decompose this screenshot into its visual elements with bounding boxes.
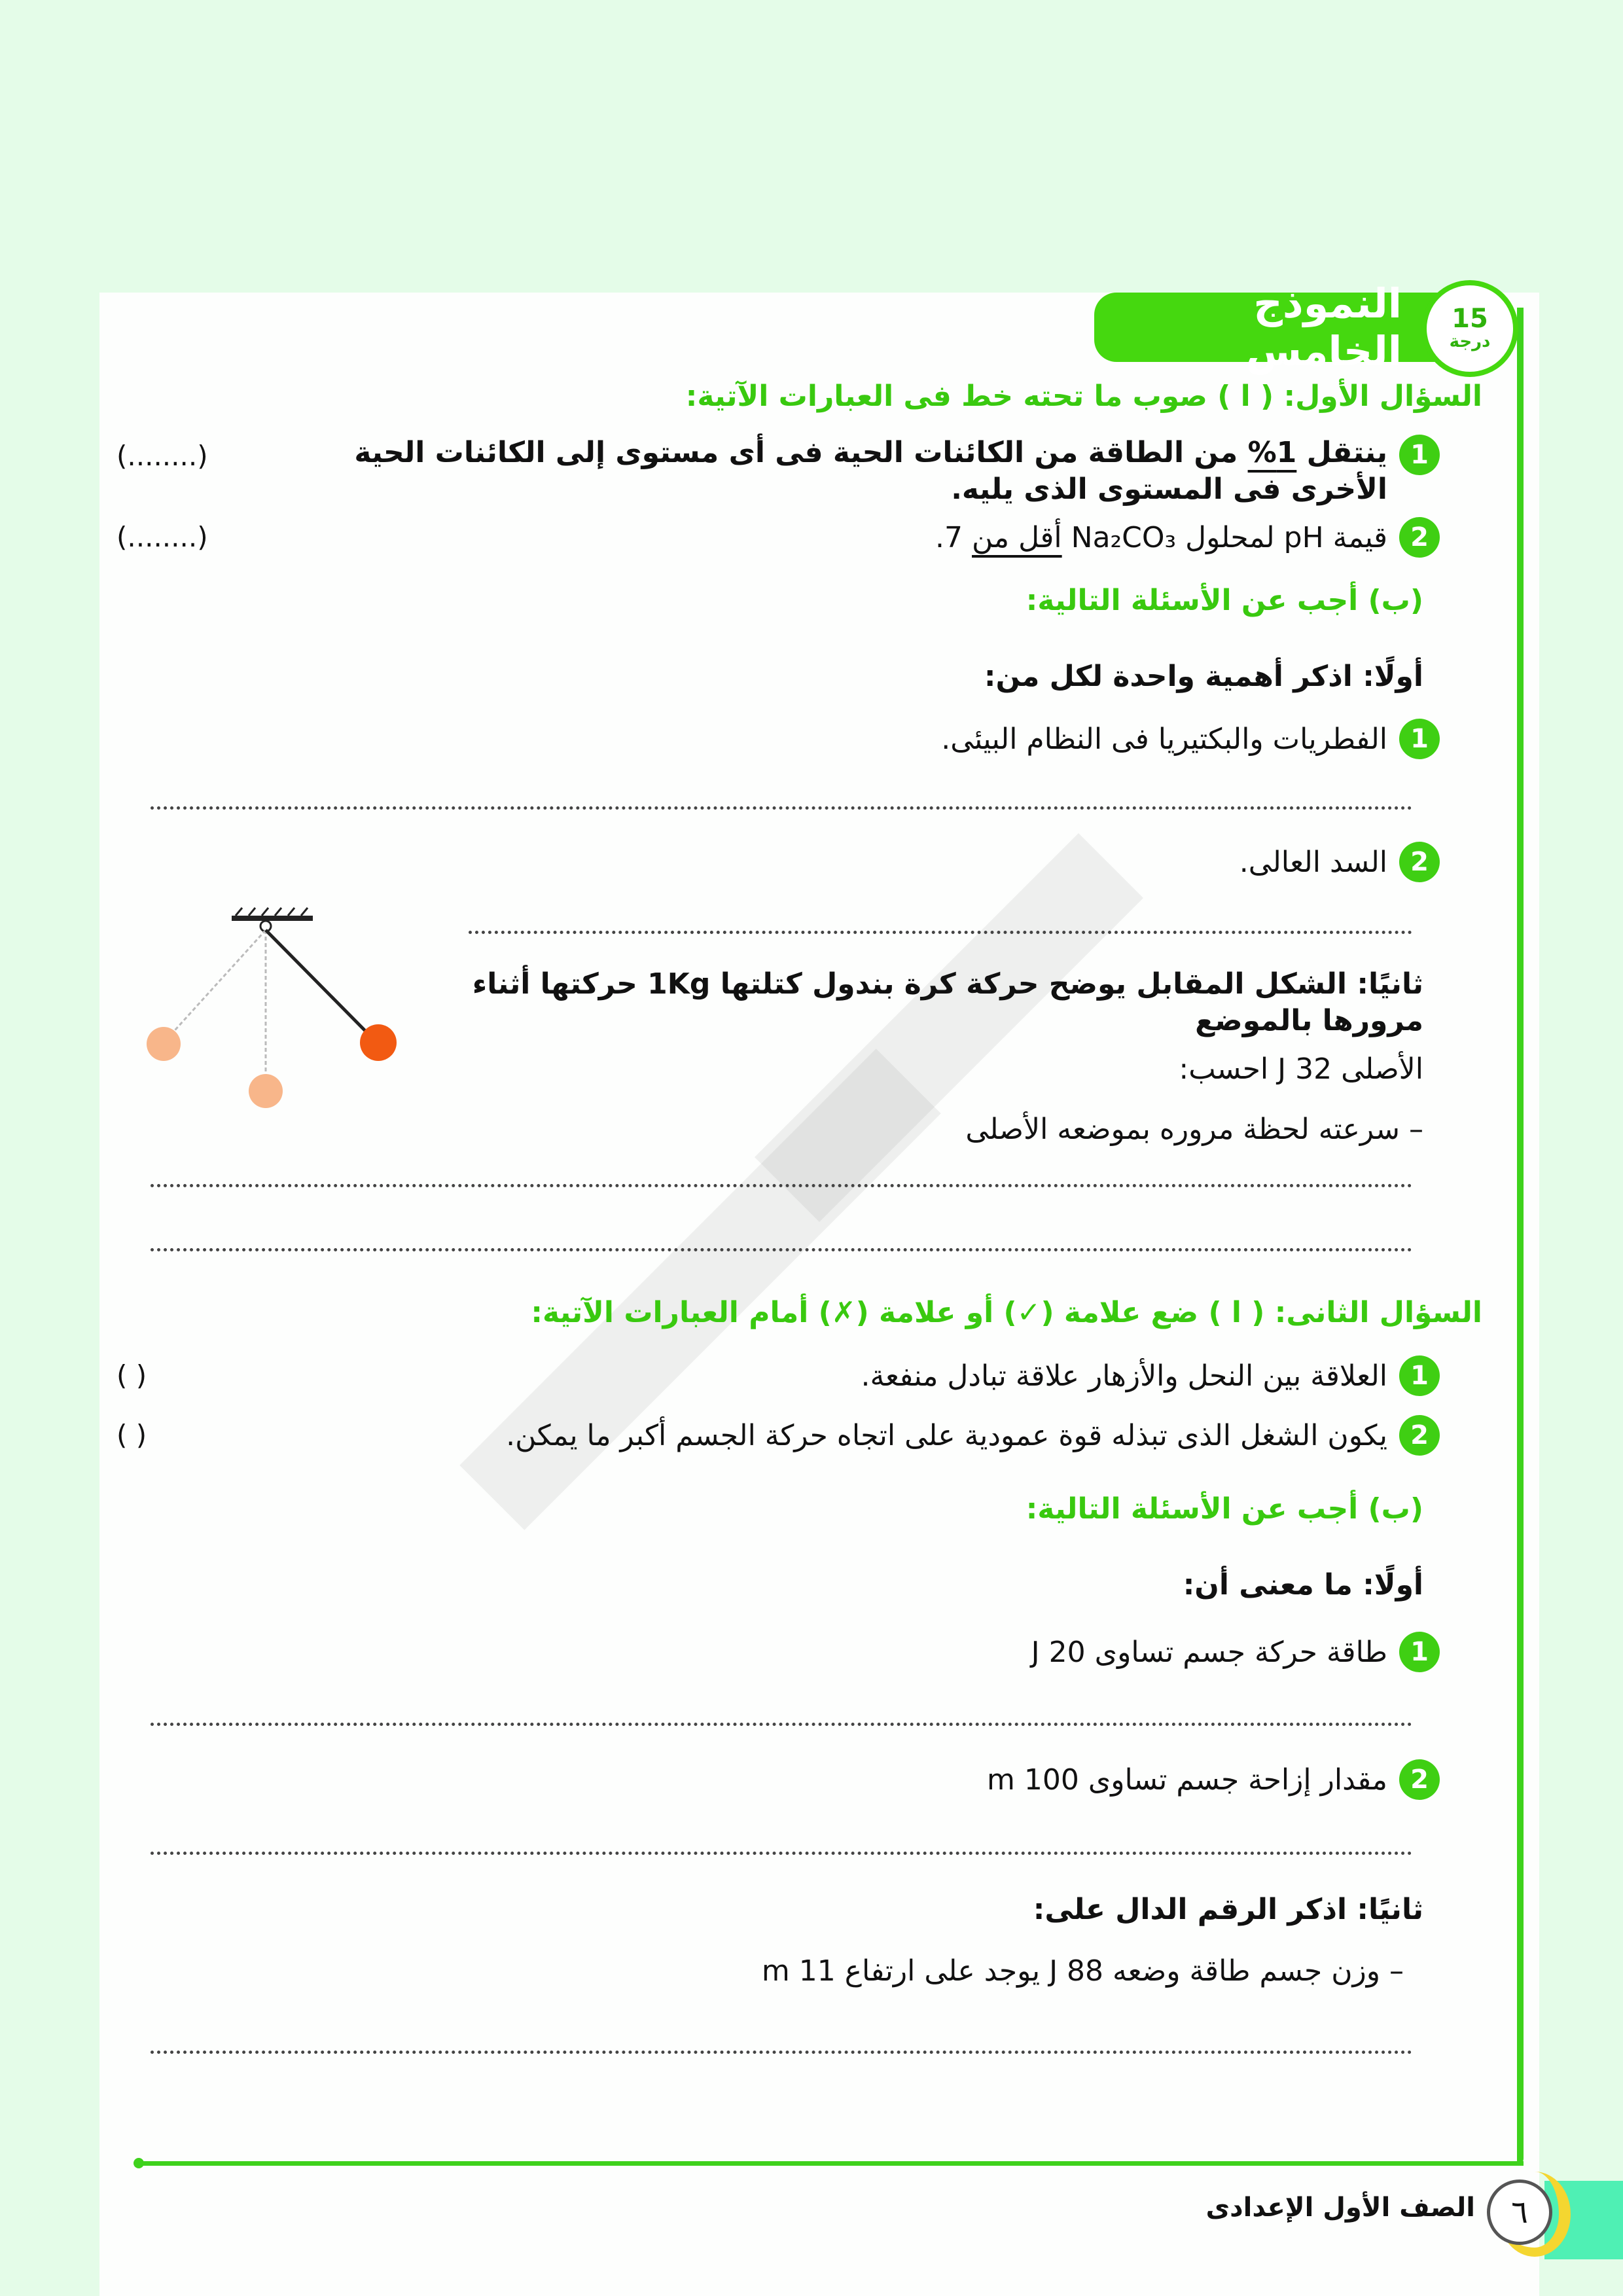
item-text: السد العالى. bbox=[1239, 845, 1387, 879]
q2-first-item-2 bbox=[987, 1759, 1440, 1800]
answer-line[interactable] bbox=[151, 1852, 1412, 1855]
q2-title: السؤال الثانى: ( ا ) ضع علامة (✓) أو علامة (✗) أمام العبارات الآتية: bbox=[531, 1296, 1482, 1329]
support-hatching bbox=[236, 908, 308, 916]
q1-title: السؤال الأول: ( ا ) صوب ما تحته خط فى العبارات الآتية: bbox=[685, 380, 1482, 413]
item-text: العلاقة بين النحل والأزهار علاقة تبادل منفعة. bbox=[861, 1359, 1387, 1393]
q1-second-text: ثانيًا: الشكل المقابل يوضح حركة كرة بندول كتلتها 1Kg حركتها أثناء مرورها بالموضع bbox=[472, 967, 1423, 1037]
number-badge: 1 bbox=[1399, 719, 1440, 759]
q2-b-title: (ب) أجب عن الأسئلة التالية: bbox=[1026, 1492, 1423, 1526]
answer-slot[interactable]: (........) bbox=[116, 440, 208, 472]
pendulum-support bbox=[232, 916, 313, 921]
item-text: الفطريات والبكتيريا فى النظام البيئى. bbox=[941, 722, 1387, 756]
answer-slot[interactable]: ( ) bbox=[116, 1359, 147, 1391]
q2-first-title: أولًا: ما معنى أن: bbox=[1183, 1568, 1423, 1602]
q2-item-1 bbox=[861, 1355, 1440, 1396]
item-text: قيمة pH لمحلول Na₂CO₃ أقل من 7. bbox=[935, 520, 1387, 554]
answer-slot[interactable]: (........) bbox=[116, 521, 208, 553]
page-number: ٦ bbox=[1487, 2179, 1552, 2245]
q2-second-item: – وزن جسم طاقة وضعه 88 J يوجد على ارتفاع 11 m bbox=[761, 1954, 1404, 1988]
number-badge: 1 bbox=[1399, 1355, 1440, 1396]
number-badge: 1 bbox=[1399, 1632, 1440, 1672]
q2-first-item-1 bbox=[1031, 1632, 1440, 1672]
answer-line[interactable] bbox=[151, 1248, 1412, 1251]
number-badge: 1 bbox=[1399, 435, 1440, 475]
answer-line[interactable] bbox=[151, 1723, 1412, 1726]
q2-item-2 bbox=[506, 1415, 1440, 1456]
answer-line[interactable] bbox=[151, 1184, 1412, 1187]
number-badge: 2 bbox=[1399, 1759, 1440, 1800]
q1-item-2 bbox=[935, 517, 1440, 558]
item-text: يكون الشغل الذى تبذله قوة عمودية على اتجاه حركة الجسم أكبر ما يمكن. bbox=[506, 1418, 1387, 1452]
score-unit: درجة bbox=[1449, 332, 1491, 351]
number-badge: 2 bbox=[1399, 842, 1440, 882]
exam-title: النموذج الخامس bbox=[1245, 279, 1402, 375]
ball-left bbox=[147, 1027, 181, 1061]
item-text: مقدار إزاحة جسم تساوى 100 m bbox=[986, 1763, 1387, 1797]
q1-second-item: – سرعته لحظة مروره بموضعه الأصلى bbox=[965, 1113, 1423, 1146]
item-text: ينتقل 1% من الطاقة من الكائنات الحية فى أى مستوى إلى الكائنات الحية الأخرى فى المستوى الذى يليه. bbox=[354, 436, 1387, 506]
q2-second-title: ثانيًا: اذكر الرقم الدال على: bbox=[1033, 1893, 1423, 1926]
q1-first-item-2 bbox=[1240, 842, 1440, 882]
answer-slot[interactable]: ( ) bbox=[116, 1419, 147, 1451]
ball-center bbox=[249, 1074, 283, 1108]
q1-first-title: أولًا: اذكر أهمية واحدة لكل من: bbox=[984, 660, 1423, 693]
answer-line[interactable] bbox=[151, 2051, 1412, 2054]
page-border-bottom bbox=[139, 2161, 1524, 2166]
q1-b-title: (ب) أجب عن الأسئلة التالية: bbox=[1026, 584, 1423, 617]
number-badge: 2 bbox=[1399, 1415, 1440, 1456]
pendulum-figure bbox=[137, 906, 412, 1116]
footer-grade: الصف الأول الإعدادى bbox=[1205, 2193, 1475, 2223]
q1-first-item-1 bbox=[941, 719, 1440, 759]
page-border-right bbox=[1517, 308, 1524, 2165]
q1-second-text-2: الأصلى 32 J احسب: bbox=[1179, 1052, 1423, 1086]
border-end-dot bbox=[134, 2158, 144, 2168]
q1-item-1 bbox=[275, 435, 1440, 508]
score-badge bbox=[1421, 280, 1518, 377]
ball-right bbox=[360, 1024, 397, 1061]
answer-line[interactable] bbox=[151, 806, 1412, 810]
score-value: 15 bbox=[1452, 304, 1488, 334]
answer-line[interactable] bbox=[469, 931, 1412, 934]
item-text: طاقة حركة جسم تساوى 20 J bbox=[1031, 1635, 1387, 1669]
number-badge: 2 bbox=[1399, 517, 1440, 558]
